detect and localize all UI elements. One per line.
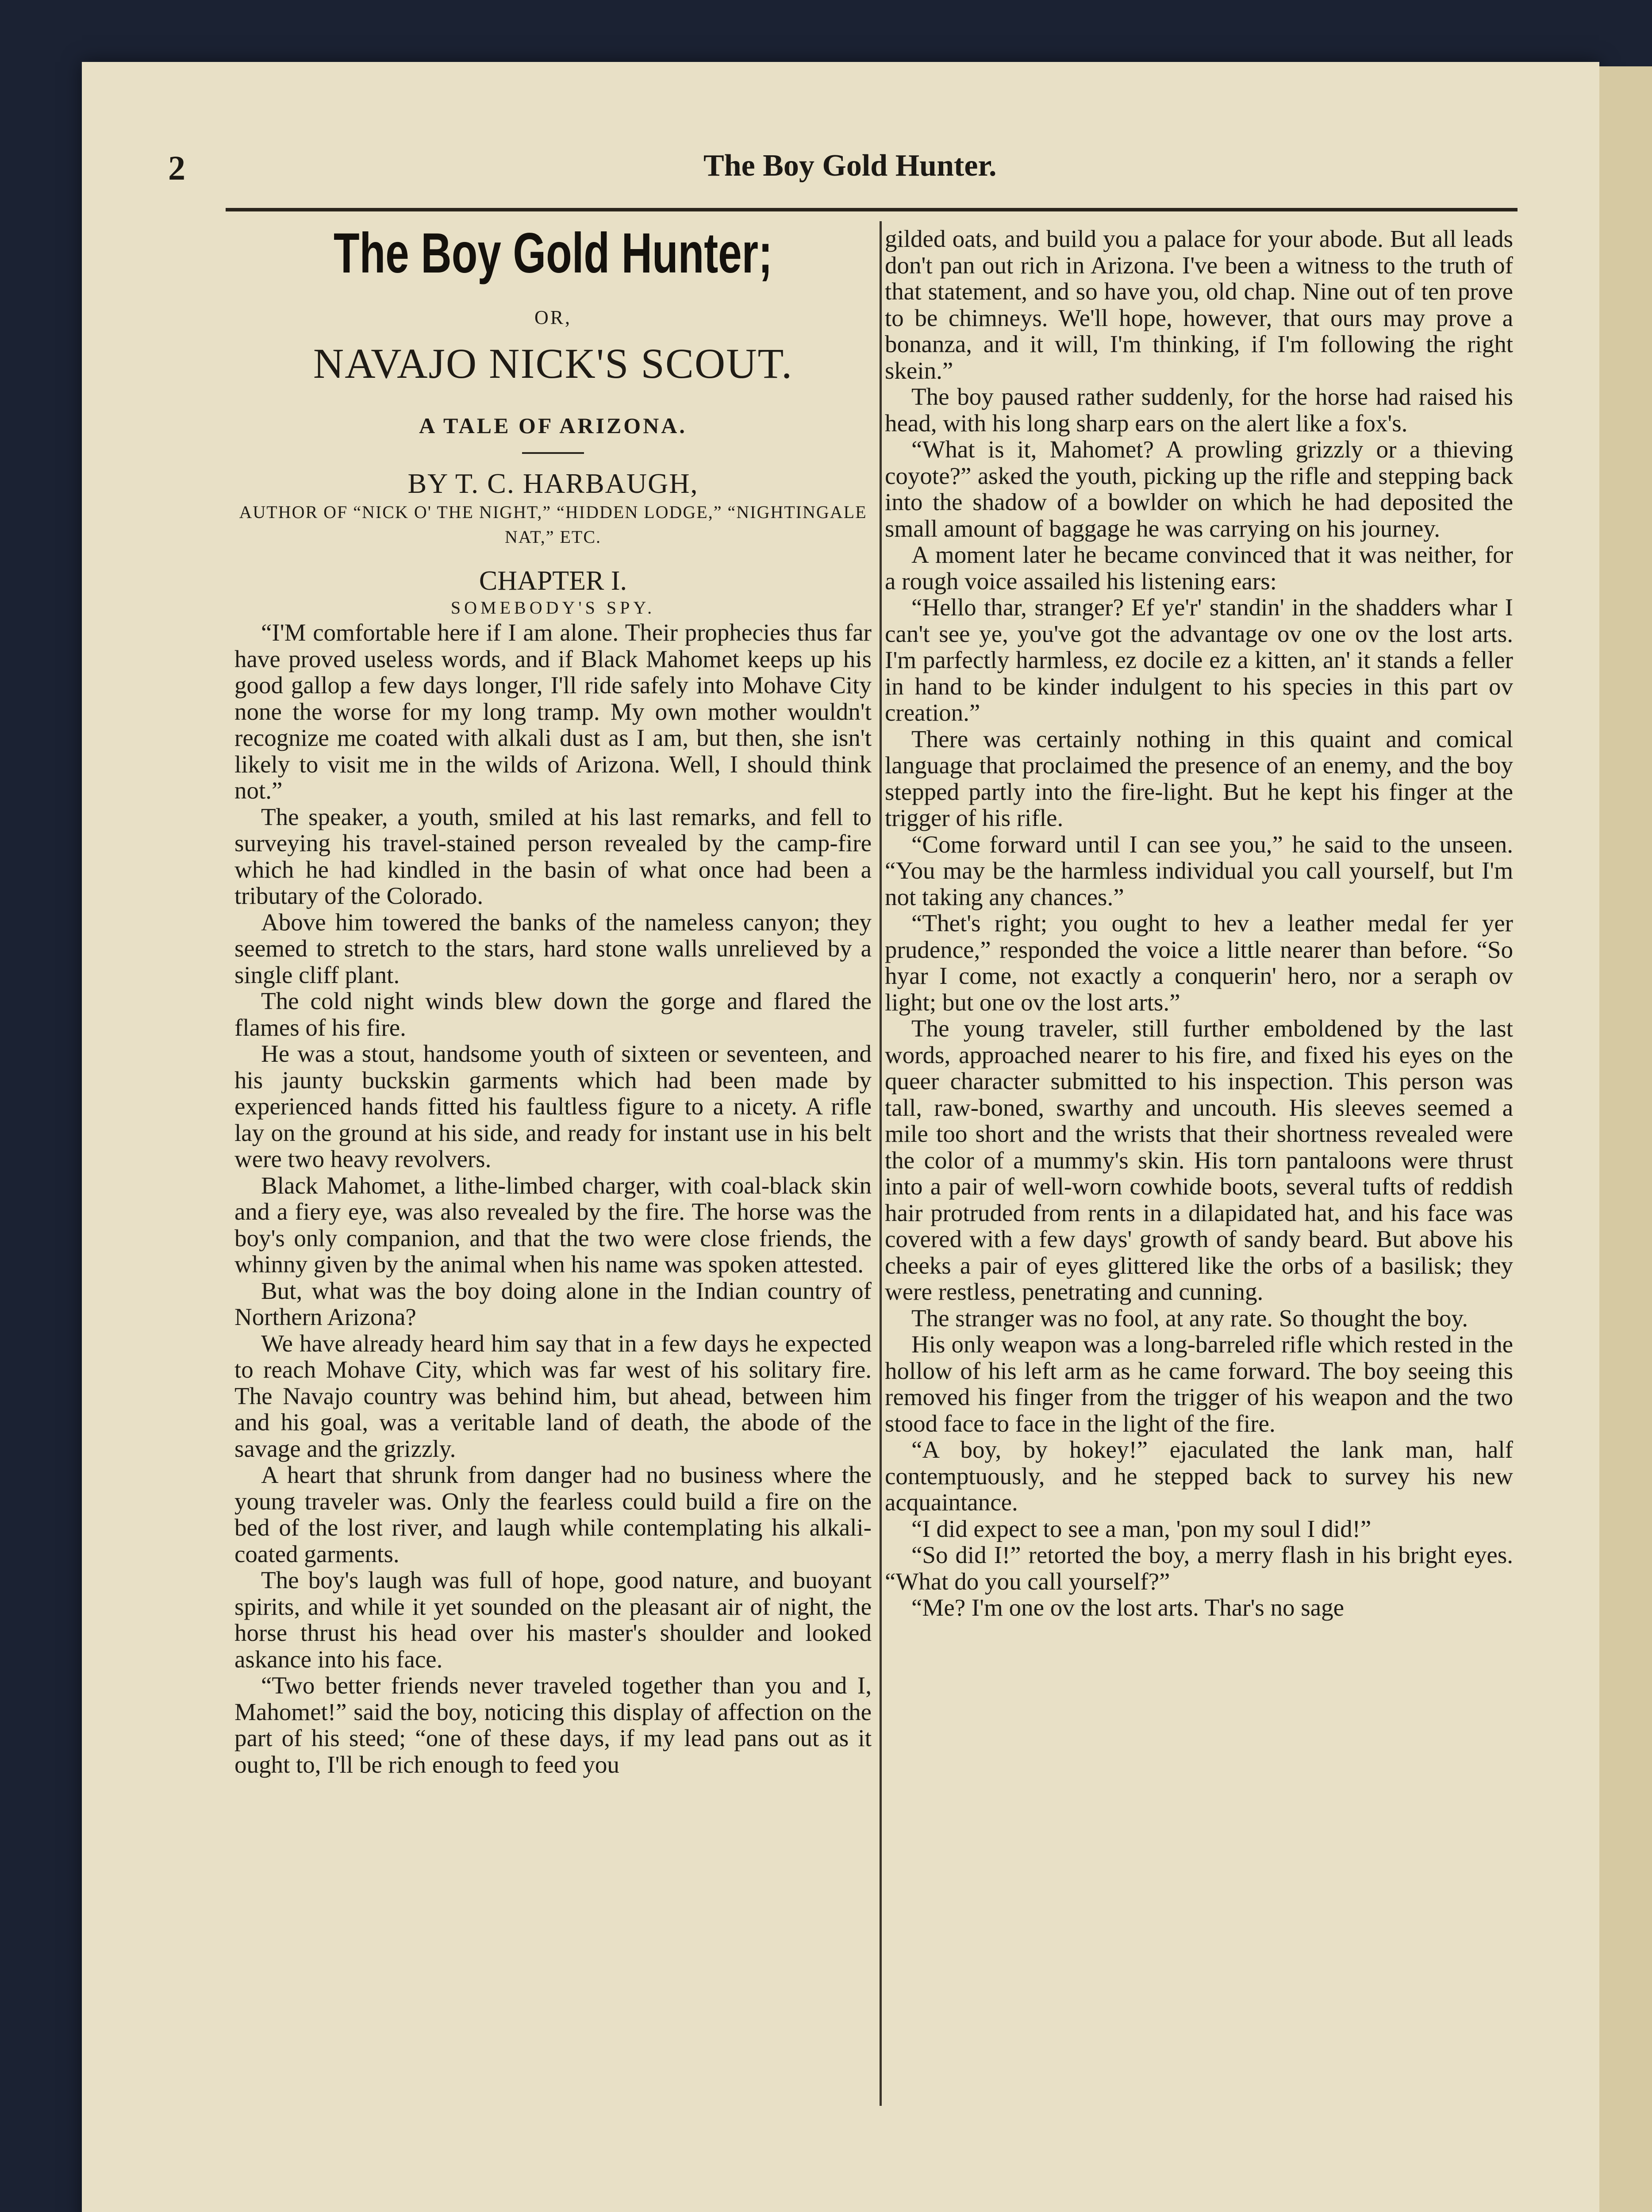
paragraph: “Me? I'm one ov the lost arts. Thar's no sage (911, 1594, 1344, 1621)
story-subtitle: NAVAJO NICK'S SCOUT. (313, 340, 793, 387)
chapter-title: SOMEBODY'S SPY. (450, 598, 656, 618)
page-edge (1599, 66, 1652, 2212)
paragraph: He was a stout, handsome youth of sixteen or seventeen, and his jaunty buckskin garments which had been made by experienced hands fitted his faultless figure to a nicety. A rifle lay on the ground at his side, and ready for instant use in his belt were two heavy revolvers. (234, 1040, 872, 1172)
paragraph: “Thet's right; you ought to hev a leather medal fer yer prudence,” responded the voice a little nearer than before. “So hyar I come, not exactly a conquerin' hero, nor a seraph ov light; but one ov the lost arts.” (885, 910, 1513, 1016)
left-column (234, 217, 872, 2106)
paragraph: We have already heard him say that in a few days he expected to reach Mohave City, which was far west of his solitary fire. The Navajo country was behind him, but ahead, between him and his goal, was a veritable land of death, the abode of the savage and the grizzly. (234, 1329, 872, 1462)
title-or: OR, (534, 307, 572, 328)
right-body-text (885, 226, 1513, 1621)
paragraph: “A boy, by hokey!” ejaculated the lank man, half contemptuously, and he stepped back to survey his new acquaintance. (885, 1436, 1513, 1516)
paragraph: “Two better friends never traveled together than you and I, Mahomet!” said the boy, noticing this display of affection on the part of his steed; “one of these days, if my lead pans out as it ought to, I'll be rich enough to feed you (234, 1672, 872, 1778)
left-body-text (234, 619, 872, 1778)
paragraph: A moment later he became convinced that it was neither, for a rough voice assailed his listening ears: (885, 541, 1513, 595)
paragraph: “Hello thar, stranger? Ef ye'r' standin' in the shadders whar I can't see ye, you've got the advantage ov one ov the lost arts. I'm parfectly harmless, ez docile ez a kitten, an' it stands a feller in hand to be kinder indulgent to his species in this part ov creation.” (885, 594, 1513, 726)
header-rule (226, 208, 1518, 211)
paragraph: The speaker, a youth, smiled at his last remarks, and fell to surveying his travel-stained person revealed by the camp-fire which he had kindled in the basin of what once had been a tributary of the Colorado. (234, 803, 872, 909)
paragraph: His only weapon was a long-barreled rifle which rested in the hollow of his left arm as he came forward. The boy seeing this removed his finger from the trigger of his weapon and the two stood face to face in the light of the fire. (885, 1331, 1513, 1437)
paragraph: “Come forward until I can see you,” he said to the unseen. “You may be the harmless individual you call yourself, but I'm not taking any chances.” (885, 830, 1513, 910)
story-tagline: A TALE OF ARIZONA. (419, 413, 687, 438)
right-column (885, 226, 1513, 2137)
paragraph: “I did expect to see a man, 'pon my soul I did!” (911, 1515, 1372, 1542)
paragraph: Black Mahomet, a lithe-limbed charger, with coal-black skin and a fiery eye, was also revealed by the fire. The horse was the boy's only companion, and that the two were close friends, the whinny given by the animal when his name was spoken attested. (234, 1171, 872, 1278)
paragraph: Above him towered the banks of the nameless canyon; they seemed to stretch to the stars, hard stone walls unrelieved by a single cliff plant. (234, 908, 872, 988)
paragraph: A heart that shrunk from danger had no business where the young traveler was. Only the fearless could build a fire on the bed of the lost river, and laugh while contemplating his alkali-coated garments. (234, 1461, 872, 1567)
paragraph: The boy paused rather suddenly, for the horse had raised his head, with his long sharp ears on the alert like a fox's. (885, 383, 1513, 437)
paragraph: The boy's laugh was full of hope, good nature, and buoyant spirits, and while it yet sounded on the pleasant air of night, the horse thrust his head over his master's shoulder and looked askance into his face. (234, 1567, 872, 1673)
paragraph: The stranger was no fool, at any rate. So thought the boy. (911, 1304, 1468, 1332)
paragraph: “So did I!” retorted the boy, a merry flash in his bright eyes. “What do you call yourself?” (885, 1541, 1513, 1595)
title-rule (522, 452, 584, 454)
page-header (168, 148, 1513, 197)
paragraph: “What is it, Mahomet? A prowling grizzly or a thieving coyote?” asked the youth, picking up the rifle and stepping back into the shadow of a bowlder on which he had deposited the small amount of baggage he was carrying on his journey. (885, 436, 1513, 542)
paragraph: But, what was the boy doing alone in the Indian country of Northern Arizona? (234, 1277, 872, 1330)
paragraph: gilded oats, and build you a palace for your abode. But all leads don't pan out rich in Arizona. I've been a witness to the truth of that statement, and so have you, old chap. Nine out of ten prove to be chimneys. We'll hope, however, that ours may prove a bonanza, and it will, I'm thinking, if I'm following the right skein.” (885, 226, 1513, 384)
running-title: The Boy Gold Hunter. (703, 149, 997, 183)
author-credits: AUTHOR OF “NICK O' THE NIGHT,” “HIDDEN LODGE,” “NIGHTINGALE NAT,” ETC. (239, 502, 867, 547)
chapter-number: CHAPTER I. (479, 566, 627, 596)
page-number: 2 (168, 149, 185, 187)
paragraph: “I'M comfortable here if I am alone. Their prophecies thus far have proved useless words, and if Black Mahomet keeps up his good gallop a few days longer, I'll ride safely into Mohave City none the worse for my long tramp. My own mother wouldn't recognize me coated with alkali dust as I am, but then, she isn't likely to visit me in the wilds of Arizona. Well, I should think not.” (234, 619, 872, 804)
story-title: The Boy Gold Hunter; (334, 222, 772, 285)
paragraph: There was certainly nothing in this quaint and comical language that proclaimed the presence of an enemy, and the boy stepped partly into the fire-light. But he kept his finger at the trigger of his rifle. (885, 725, 1513, 831)
paragraph: The young traveler, still further emboldened by the last words, approached nearer to his fire, and fixed his eyes on the queer character submitted to his inspection. This person was tall, raw-boned, swarthy and uncouth. His sleeves seemed a mile too short and the wrists that their shortness revealed were the color of a mummy's skin. His torn pantaloons were thrust into a pair of well-worn cowhide boots, several tufts of reddish hair protruded from rents in a dilapidated hat, and his face was covered with a few days' growth of sandy beard. But above his cheeks a pair of eyes glittered like the orbs of a basilisk; they were restless, penetrating and cunning. (885, 1015, 1513, 1305)
paragraph: The cold night winds blew down the gorge and flared the flames of his fire. (234, 987, 872, 1041)
byline: BY T. C. HARBAUGH, (407, 468, 699, 499)
column-divider (880, 221, 882, 2106)
